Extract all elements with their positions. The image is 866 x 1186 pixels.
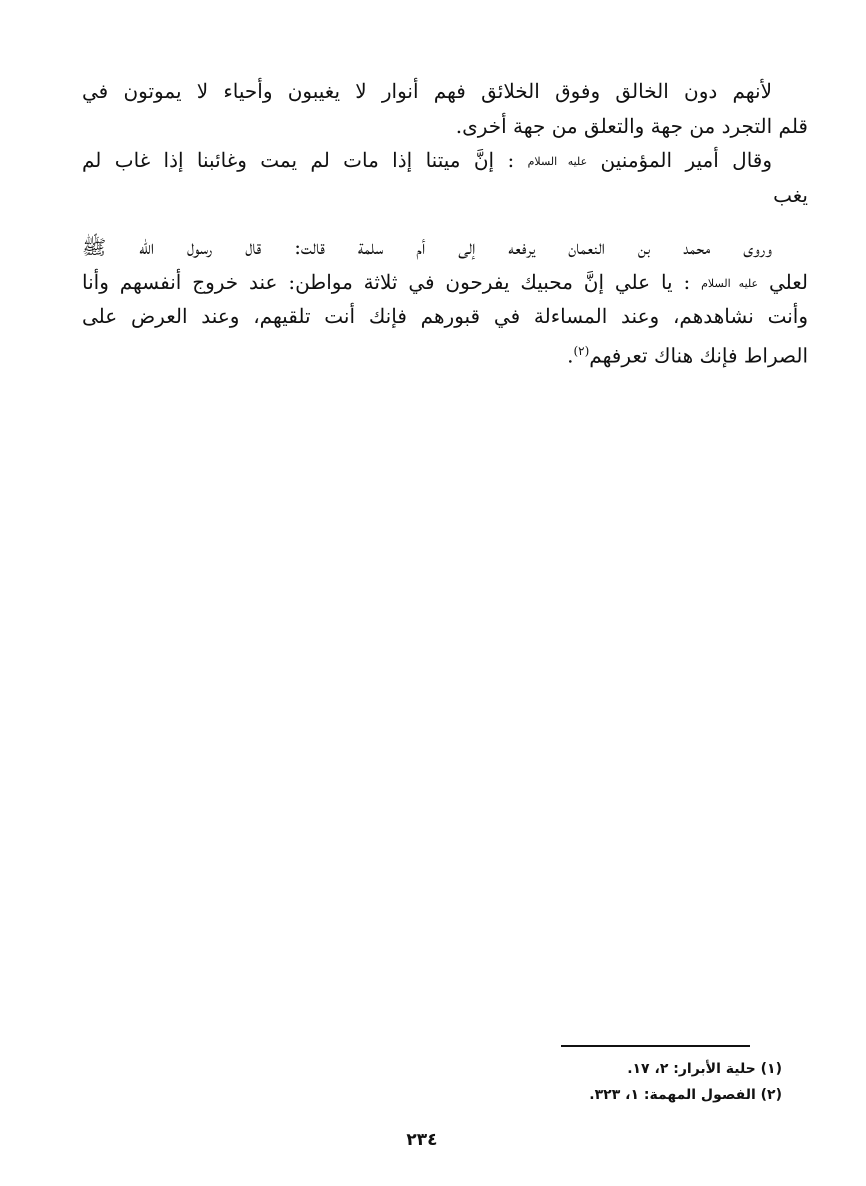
text-line	[82, 334, 808, 369]
footnote-ref: (٢)	[573, 343, 590, 358]
text-line: قلم التجرد من جهة والتعلق من جهة أخرى.	[455, 113, 808, 138]
text-line	[82, 265, 808, 300]
text-segment: .	[567, 343, 574, 368]
text-segment: : إنَّ ميتنا إذا مات لم يمت وغائبنا إذا غاب لم	[82, 148, 515, 172]
text-line: لأنهم دون الخالق وفوق الخلائق فهم أنوار لا يغيبون وأحياء لا يموتون في	[82, 79, 772, 103]
footnotes	[589, 1056, 782, 1108]
honorific-symbol: عليه السلام	[527, 155, 588, 168]
footnote: (١) حلية الأبرار: ٢، ١٧.	[627, 1061, 782, 1077]
text-segment: وروى محمد بن النعمان يرفعه إلى أم سلمة قالت: قال رسول الله	[139, 235, 773, 259]
text-segment: وقال أمير المؤمنين	[600, 148, 773, 172]
text-line	[82, 143, 808, 178]
text-line	[82, 230, 808, 265]
footnote: (٢) الفصول المهمة: ١، ٣٢٣.	[589, 1087, 782, 1103]
honorific-symbol: ﷺ	[82, 235, 107, 259]
text-line: وأنت نشاهدهم، وعند المساءلة في قبورهم فإنك أنت تلقيهم، وعند العرض على	[82, 304, 808, 328]
text-segment: : يا علي إنَّ محبيك يفرحون في ثلاثة مواطن: عند خروج أنفسهم وأنا	[82, 269, 691, 294]
text-line: يغب	[773, 182, 808, 207]
footnote-divider	[561, 1045, 750, 1047]
text-segment: الصراط فإنك هناك تعرفهم	[589, 343, 808, 368]
page-number: ٢٣٤	[406, 1130, 438, 1150]
text-segment: لعلي	[768, 269, 808, 294]
honorific-symbol: عليه السلام	[701, 276, 759, 290]
main-text	[82, 74, 808, 368]
